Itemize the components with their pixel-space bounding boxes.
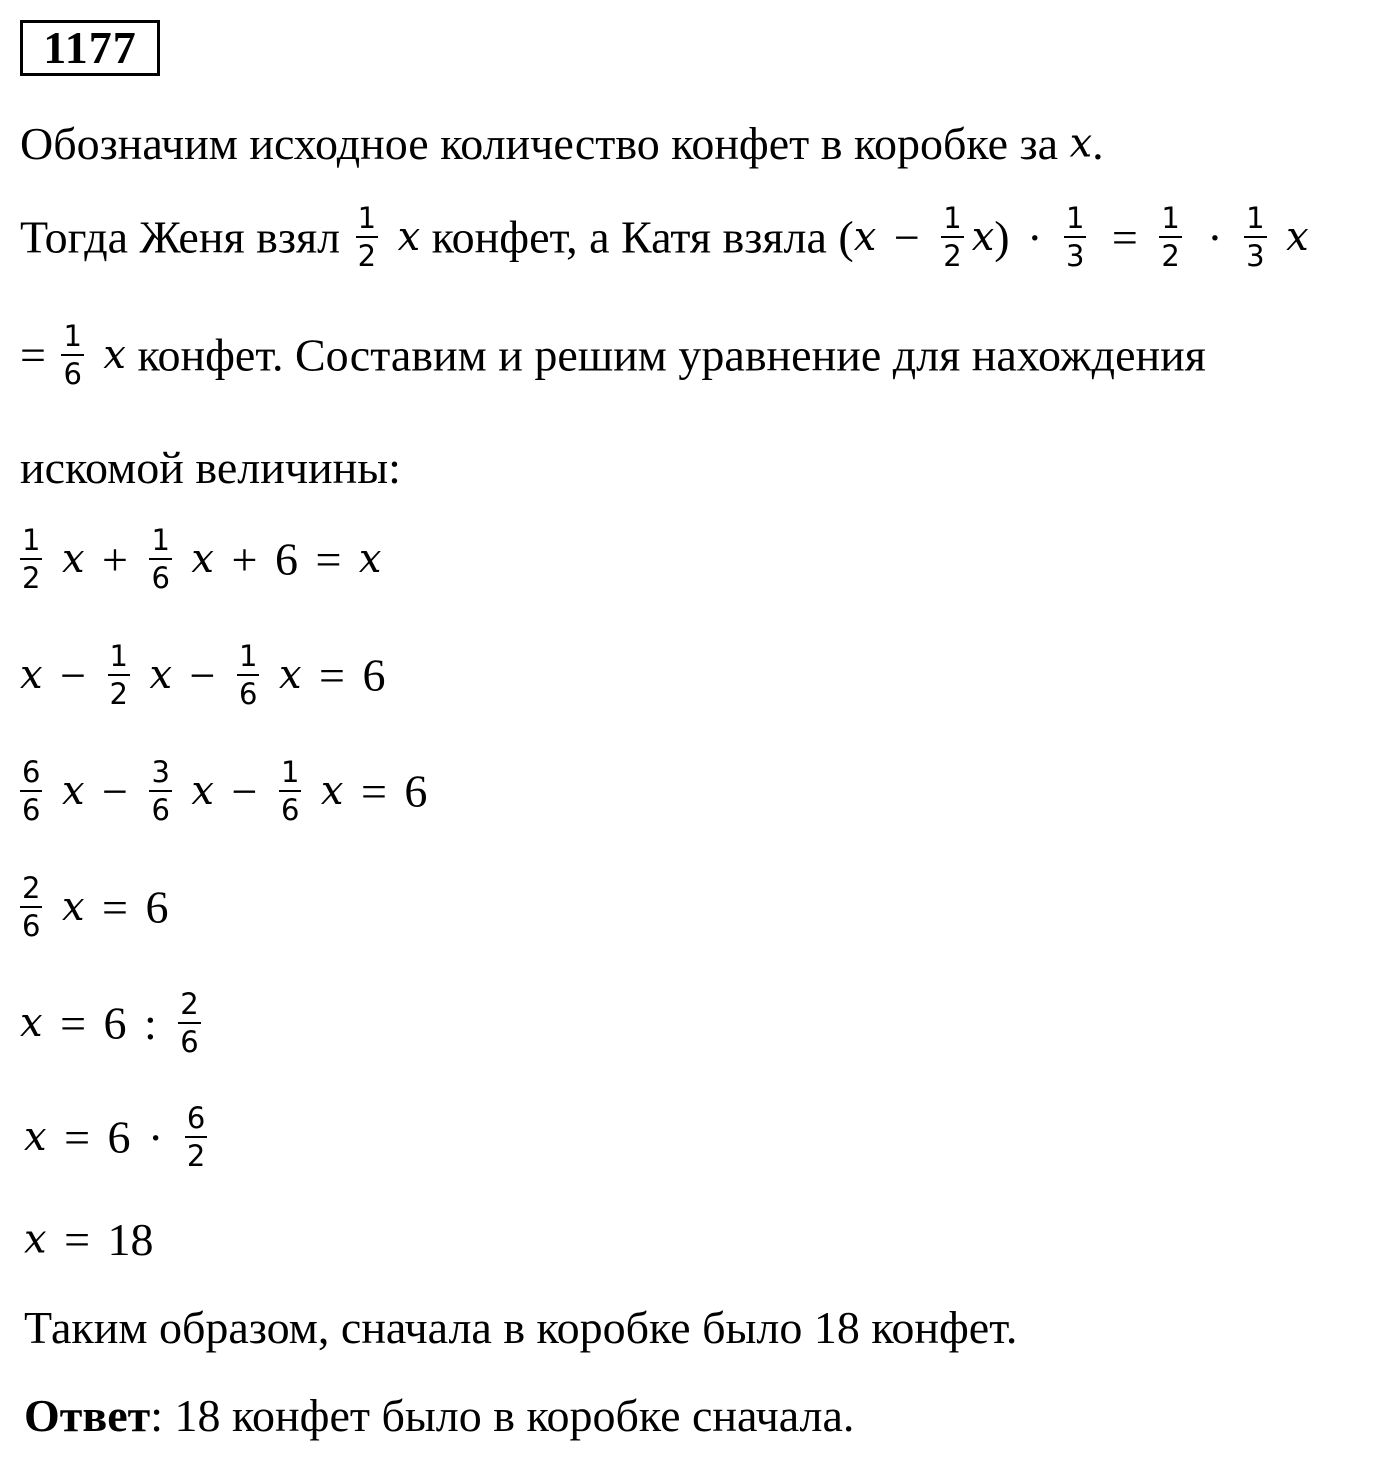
equals-sign: =: [20, 329, 46, 381]
fraction-1-2: $\frac{1}{2}$: [109, 639, 128, 711]
problem-number-badge: 1177: [20, 20, 160, 76]
var-x: x: [358, 536, 382, 582]
var-x: x: [103, 332, 126, 378]
intro-var: x: [1069, 120, 1093, 167]
dot-sign: ·: [148, 1111, 164, 1163]
fraction-2-6: $\frac{2}{6}$: [22, 871, 41, 943]
fraction-1-2: $\frac{1}{2}$: [22, 523, 41, 595]
equals-sign: =: [360, 765, 387, 817]
intro-text: Обозначим исходное количество конфет в коробке за: [20, 117, 1070, 169]
var-x: x: [61, 884, 85, 930]
number-18: 18: [107, 1213, 154, 1265]
equals-sign: =: [64, 1111, 91, 1163]
var-x: x: [61, 768, 85, 814]
equation-4: [20, 870, 168, 944]
text-sought-value: искомой величины:: [20, 441, 401, 493]
colon-sign: :: [144, 997, 157, 1049]
fraction-6-2: $\frac{6}{2}$: [186, 1101, 206, 1173]
var-x: x: [191, 536, 214, 582]
var-x: x: [278, 652, 302, 698]
minus-sign: −: [60, 649, 87, 701]
fraction-1-2: $\frac{1}{2}$: [1161, 201, 1180, 273]
minus-sign: −: [231, 765, 258, 817]
var-x: x: [149, 652, 173, 698]
var-x: x: [24, 1114, 47, 1160]
minus-sign: −: [893, 211, 920, 263]
var-x: x: [24, 1216, 47, 1263]
text-tогда: Тогда Женя взял: [20, 211, 341, 263]
close-paren: ): [994, 211, 1010, 263]
equals-sign: =: [64, 1213, 91, 1265]
fraction-1-6: $\frac{1}{6}$: [63, 319, 82, 391]
fraction-1-6: $\frac{1}{6}$: [238, 639, 258, 711]
line-compose-equation: [20, 318, 1206, 392]
answer-text: : 18 конфет было в коробке сначала.: [150, 1389, 855, 1441]
var-x: x: [61, 536, 85, 582]
fraction-1-2: $\frac{1}{2}$: [357, 201, 377, 273]
var-x: x: [320, 768, 344, 814]
equals-sign: =: [315, 533, 342, 585]
answer-line: [24, 1384, 854, 1442]
var-x: x: [1286, 214, 1309, 260]
equation-1: [20, 522, 381, 596]
number-6: 6: [145, 881, 169, 933]
var-x: x: [191, 768, 214, 814]
equation-2: [20, 638, 385, 712]
equals-sign: =: [319, 649, 345, 701]
equation-7: [24, 1208, 154, 1266]
var-x: x: [971, 214, 995, 260]
fraction-1-6: $\frac{1}{6}$: [280, 755, 300, 827]
number-6: 6: [103, 997, 127, 1049]
equals-sign: =: [102, 881, 128, 933]
intro-line: [20, 112, 1104, 170]
dot-sign: ·: [1027, 211, 1043, 263]
fraction-1-3: $\frac{1}{3}$: [1065, 201, 1085, 273]
equals-sign: =: [1111, 211, 1138, 263]
text-konfet-katya: конфет, а Катя взяла (: [431, 211, 854, 263]
minus-sign: −: [189, 649, 216, 701]
dot-sign: ·: [1207, 211, 1223, 263]
number-6: 6: [274, 533, 298, 585]
fraction-1-3: $\frac{1}{3}$: [1246, 201, 1265, 273]
equation-5: [20, 986, 209, 1060]
conclusion-line: [24, 1296, 1017, 1354]
plus-sign: +: [231, 533, 258, 585]
line-zhenya-katya: [20, 200, 1309, 274]
equation-3: [20, 754, 427, 828]
equation-6: [24, 1100, 215, 1174]
number-6: 6: [107, 1111, 131, 1163]
plus-sign: +: [102, 533, 128, 585]
var-x: x: [20, 1000, 43, 1046]
fraction-2-6: $\frac{2}{6}$: [180, 987, 199, 1059]
var-x: x: [853, 214, 877, 260]
minus-sign: −: [102, 765, 128, 817]
number-6: 6: [362, 649, 386, 701]
var-x: x: [20, 652, 43, 698]
intro-end: .: [1092, 117, 1104, 169]
text-compose: конфет. Составим и решим уравнение для нахождения: [137, 329, 1206, 381]
equals-sign: =: [60, 997, 87, 1049]
fraction-1-6: $\frac{1}{6}$: [151, 523, 170, 595]
answer-label: Ответ: [24, 1389, 151, 1441]
var-x: x: [397, 214, 421, 260]
fraction-1-2: $\frac{1}{2}$: [943, 201, 962, 273]
fraction-3-6: $\frac{3}{6}$: [151, 755, 170, 827]
fraction-6-6: $\frac{6}{6}$: [22, 755, 41, 827]
line-sought-value: [20, 436, 401, 494]
conclusion-text: Таким образом, сначала в коробке было 18 конфет.: [24, 1301, 1018, 1353]
number-6: 6: [404, 765, 428, 817]
